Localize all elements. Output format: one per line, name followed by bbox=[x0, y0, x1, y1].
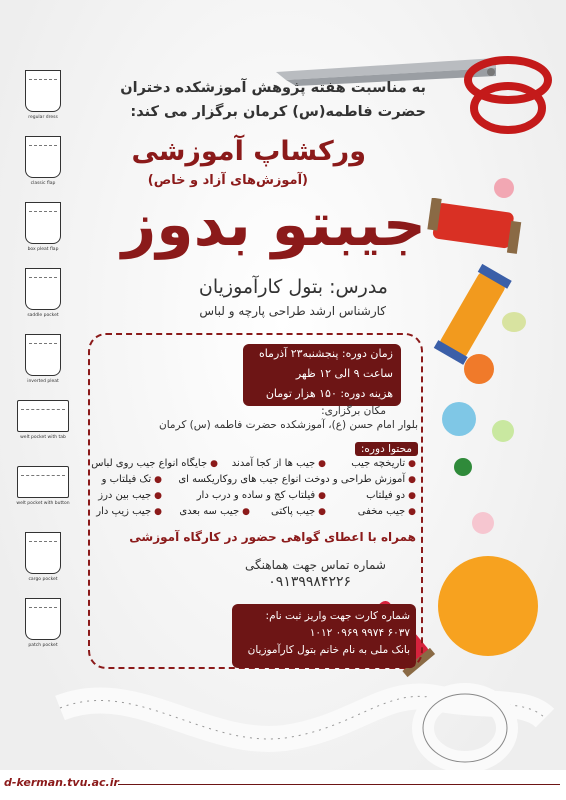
certificate-note: همراه با اعطای گواهی حضور در کارگاه آموزشی bbox=[129, 530, 416, 544]
main-title: جیبتو بدوز bbox=[121, 190, 426, 260]
intro-line-2: حضرت فاطمه(س) کرمان برگزار می کند: bbox=[130, 104, 426, 120]
schedule-time: ساعت ۹ الی ۱۲ ظهر bbox=[295, 367, 393, 380]
pocket-illustration: classic flap bbox=[12, 136, 74, 202]
red-thread-spool-image bbox=[426, 198, 526, 258]
dark-green-button-image bbox=[454, 458, 472, 476]
pocket-illustration: cargo pocket bbox=[12, 532, 74, 598]
pocket-illustration: patch pocket bbox=[12, 598, 74, 664]
pocket-illustration: welt pocket with button bbox=[12, 466, 74, 532]
content-item: ● جیب ها از کجا آمدند bbox=[232, 458, 326, 469]
pocket-illustration: box pleat flap bbox=[12, 202, 74, 268]
schedule-fee: هزینه دوره: ۱۵۰ هزار تومان bbox=[265, 387, 393, 400]
footer-url[interactable]: d-kerman.tvu.ac.ir bbox=[4, 776, 119, 789]
content-item: ● تاریخچه جیب bbox=[351, 458, 416, 469]
content-item: ● جیب پاکتی bbox=[271, 506, 326, 517]
teacher-name: مدرس: بتول کارآموزیان bbox=[198, 276, 388, 298]
content-item: ● جیب بین درز bbox=[98, 490, 162, 501]
content-item: ● دو فیلتاب bbox=[366, 490, 416, 501]
content-item: ● تک فیلتاب و bbox=[102, 474, 162, 485]
location-title: مکان برگزاری: bbox=[321, 405, 386, 417]
footer bbox=[0, 770, 566, 800]
workshop-subtitle: (آموزش‌های آزاد و خاص) bbox=[147, 173, 308, 188]
schedule-box bbox=[243, 344, 401, 406]
pocket-illustration: welt pocket with tab bbox=[12, 400, 74, 466]
pink-button-image bbox=[494, 178, 514, 198]
blue-button-image bbox=[442, 402, 476, 436]
contact-phone[interactable]: ۰۹۱۳۹۹۸۴۲۲۶ bbox=[268, 574, 351, 590]
content-label: محتوا دوره: bbox=[355, 442, 418, 456]
content-item: ● جیب مخفی bbox=[358, 506, 416, 517]
payment-card-number: ۶۰۳۷ ۹۹۷۴ ۰۹۶۹ ۱۰۱۲ bbox=[309, 627, 410, 639]
lime-button-image bbox=[492, 420, 514, 442]
pocket-styles-column bbox=[12, 70, 74, 664]
pocket-illustration: regular dress bbox=[12, 70, 74, 136]
pocket-illustration: inverted pleat bbox=[12, 334, 74, 400]
workshop-title: ورکشاپ آموزشی bbox=[131, 136, 366, 167]
orange-button-image bbox=[464, 354, 494, 384]
footer-divider bbox=[118, 784, 560, 785]
teacher-degree: کارشناس ارشد طراحی پارچه و لباس bbox=[199, 304, 386, 318]
yarn-ball-image bbox=[438, 556, 538, 656]
schedule-date: زمان دوره: پنجشنبه۲۳ آذرماه bbox=[258, 347, 393, 360]
payment-bank: بانک ملی به نام خانم بتول کارآموزیان bbox=[247, 644, 410, 656]
measuring-tape-image bbox=[55, 668, 555, 778]
pocket-illustration: saddle pocket bbox=[12, 268, 74, 334]
content-item: ● فیلتاب کج و ساده و درب دار bbox=[197, 490, 326, 501]
intro-line-1: به مناسبت هفته پژوهش آموزشکده دختران bbox=[120, 80, 426, 96]
content-item: ● آموزش طراحی و دوخت انواع جیب های روکاریکسه ای bbox=[178, 474, 416, 485]
green-button-image bbox=[502, 312, 526, 332]
contact-label: شماره تماس جهت هماهنگی bbox=[245, 558, 386, 572]
content-item: ● جیب سه بعدی bbox=[179, 506, 250, 517]
content-item: ● جایگاه انواع جیب روی لباس bbox=[91, 458, 218, 469]
pink-button-image bbox=[472, 512, 494, 534]
location-address: بلوار امام حسن (ع)، آموزشکده حضرت فاطمه (س) کرمان bbox=[159, 419, 418, 431]
payment-box bbox=[232, 604, 416, 668]
payment-title: شماره کارت جهت واریز ثبت نام: bbox=[265, 610, 410, 622]
content-item: ● جیب زیپ دار bbox=[96, 506, 162, 517]
